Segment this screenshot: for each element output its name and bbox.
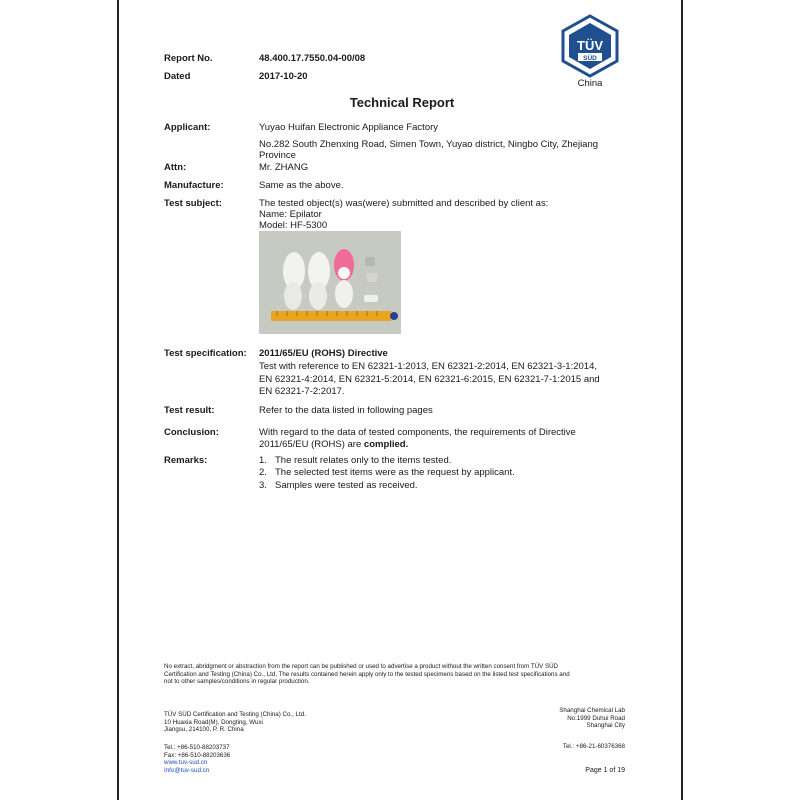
conclusion-text: 2011/65/EU (ROHS) are: [259, 439, 364, 450]
company-address-line: 10 Huaxia Road(M), Dongting, Wuxi: [164, 718, 263, 726]
remark-item: [259, 467, 515, 478]
lab-city: Shanghai City: [586, 722, 625, 730]
lab-tel: Tel.: +86-21-60376368: [562, 743, 625, 750]
applicant-name: Yuyao Huifan Electronic Appliance Factory: [259, 122, 439, 133]
manufacture-label: Manufacture:: [164, 180, 224, 191]
test-result-label: Test result:: [164, 405, 215, 416]
test-subject-label: Test subject:: [164, 198, 222, 209]
lab-address-line: No.1999 Duhui Road: [567, 714, 625, 722]
dated-value: 2017-10-20: [259, 71, 308, 82]
remark-number: 3.: [259, 480, 267, 491]
test-spec-line-3: EN 62321-7-2:2017.: [259, 386, 345, 397]
website-link[interactable]: www.tuv-sud.cn: [164, 759, 208, 767]
company-tel: Tel.: +86-510-88203737: [164, 744, 230, 751]
applicant-address-line-2: Province: [259, 150, 296, 161]
remark-item: [259, 480, 418, 491]
report-no-label: Report No.: [164, 53, 213, 64]
tuv-sud-logo: [557, 14, 623, 94]
report-no-value: 48.400.17.7550.04-00/08: [259, 53, 366, 64]
applicant-label: Applicant:: [164, 122, 211, 133]
conclusion-label: Conclusion:: [164, 427, 219, 438]
disclaimer-line: No extract, abridgment or abstraction from the report can be published or used to advertise a product without the written consent from TÜV SÜD: [164, 663, 559, 670]
applicant-address-line-1: No.282 South Zhenxing Road, Simen Town, Yuyao district, Ningbo City, Zhejiang: [259, 139, 599, 150]
remark-number: 2.: [259, 467, 267, 478]
remark-text: Samples were tested as received.: [275, 480, 418, 491]
test-subject-model: Model: HF-5300: [259, 220, 328, 231]
manufacture-value: Same as the above.: [259, 180, 344, 191]
footer-company-block: [164, 711, 306, 734]
logo-country: China: [577, 78, 603, 89]
test-spec-line-1: Test with reference to EN 62321-1:2013, EN 62321-2:2014, EN 62321-3-1:2014,: [259, 361, 597, 372]
remark-number: 1.: [259, 455, 267, 466]
remark-text: The selected test items were as the request by applicant.: [275, 467, 515, 478]
product-photo: [259, 231, 401, 334]
remarks-label: Remarks:: [164, 455, 208, 466]
test-result-value: Refer to the data listed in following pages: [259, 405, 433, 416]
disclaimer-line: Certification and Testing (China) Co., Ltd. The results contained herein apply only to the tested specimens based on the listed test specifications and: [164, 670, 570, 678]
footer-lab-block: [559, 707, 625, 730]
remark-text: The result relates only to the items tested.: [275, 455, 452, 466]
company-name: TÜV SÜD Certification and Testing (China) Co., Ltd.: [164, 711, 306, 718]
conclusion-line-2: [259, 439, 408, 450]
document-title: Technical Report: [349, 95, 455, 110]
tuv-logo-icon: [557, 14, 623, 78]
page-number: Page 1 of 19: [585, 767, 625, 774]
conclusion-verdict: complied.: [363, 439, 409, 450]
company-address-line: Jiangsu, 214100, P. R. China: [164, 726, 244, 734]
test-spec-line-2: EN 62321-4:2014, EN 62321-5:2014, EN 62321-6:2015, EN 62321-7-1:2015 and: [259, 374, 600, 385]
test-subject-name: Name: Epilator: [259, 209, 322, 220]
logo-sud-text: SÜD: [583, 55, 597, 62]
report-page: [117, 0, 683, 800]
test-spec-label: Test specification:: [164, 348, 247, 359]
footer-disclaimer: [164, 663, 644, 686]
email-link[interactable]: Info@tuv-sud.cn: [164, 766, 210, 774]
remark-item: [259, 455, 451, 466]
company-fax: Fax: +86-510-88203636: [164, 751, 231, 759]
footer-contact-block: [164, 744, 230, 774]
disclaimer-line: not to other samples/conditions in regular production.: [164, 678, 310, 686]
conclusion-line-1: With regard to the data of tested components, the requirements of Directive: [259, 427, 576, 438]
dated-label: Dated: [164, 71, 191, 82]
logo-tuv-text: TÜV: [577, 38, 603, 53]
lab-name: Shanghai Chemical Lab: [559, 707, 625, 714]
epilator-photo-illustration: [259, 231, 401, 334]
test-spec-title: 2011/65/EU (ROHS) Directive: [259, 348, 388, 359]
attn-label: Attn:: [164, 162, 187, 173]
test-subject-line-1: The tested object(s) was(were) submitted and described by client as:: [259, 198, 549, 209]
attn-value: Mr. ZHANG: [259, 162, 309, 173]
